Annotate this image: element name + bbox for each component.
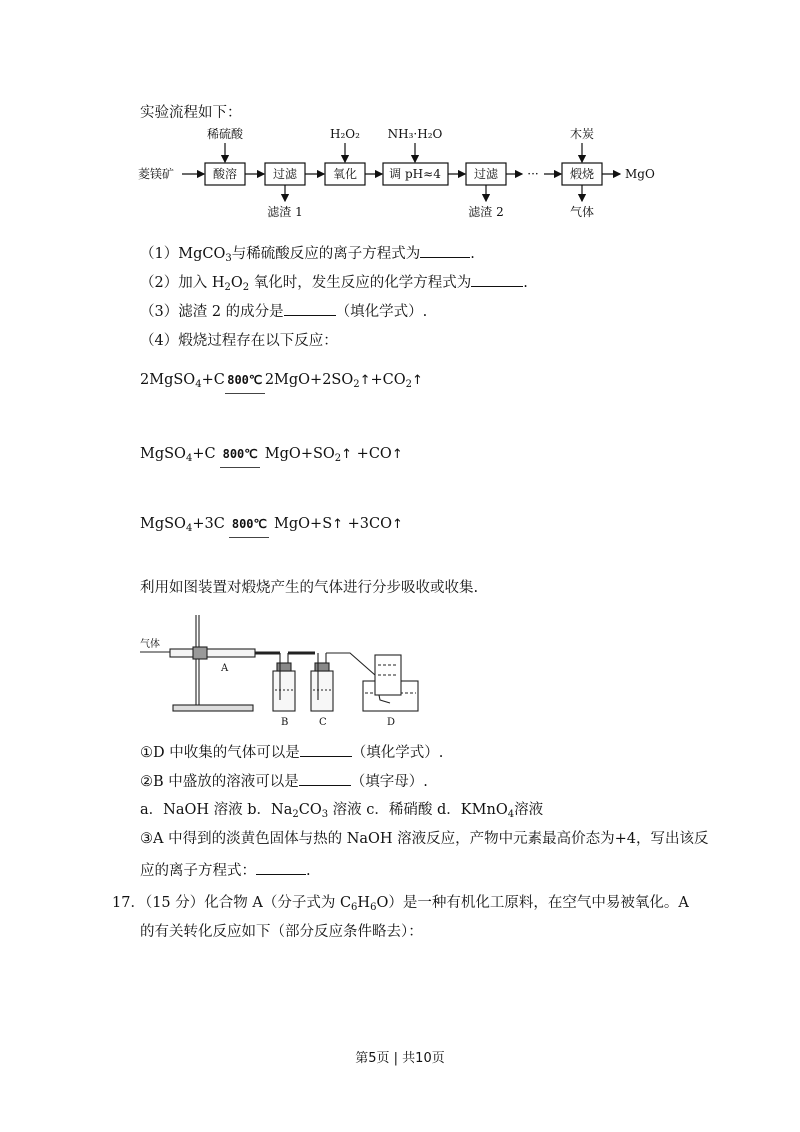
condition-label: 800℃ (220, 444, 260, 464)
label-D: D (387, 717, 396, 728)
question-4: （4）煅烧过程存在以下反应： (140, 333, 338, 349)
question-2: （2）加入 $H_2O_2$ 氧化时，发生反应的化学方程式为 . (140, 272, 528, 293)
sub-question-2: ②B 中盛放的溶液可以是 （填字母）. (140, 771, 428, 792)
flow-step-filter2: 过滤 (473, 167, 499, 181)
sub-question-1: ①D 中收集的气体可以是 （填化学式）. (140, 742, 443, 763)
question-3: （3）滤渣 2 的成分是 （填化学式）. (140, 301, 427, 322)
equation-2: MgSO$_4$+C 800℃ $MgO+SO_2↑$ +CO↑ (140, 444, 403, 465)
equation-3: MgSO$_4$+3C 800℃ MgO+S↑ +3CO↑ (140, 514, 403, 535)
flow-step-calcine: 煅烧 (569, 167, 595, 181)
reagent-carbon: 木炭 (569, 127, 595, 141)
residue-2: 滤渣 2 (468, 205, 504, 219)
condition-label: 800℃ (225, 370, 265, 390)
sub-question-3-cont: 应的离子方程式： . (140, 860, 311, 881)
reagent-oxidant: H₂O₂ (330, 127, 360, 141)
question-17: 17．（15 分）化合物 A（分子式为 $C_6H_6O$）是一种有机化工原料，在空气中易被氧化。A (112, 895, 689, 913)
flow-step-oxidize: 氧化 (332, 167, 358, 181)
label-A: A (221, 663, 229, 674)
flow-product: MgO (625, 167, 655, 181)
reagent-base: NH₃·H₂O (387, 127, 443, 141)
label-C: C (319, 717, 327, 728)
sub-question-3: ③A 中得到的淡黄色固体与热的 NaOH 溶液反应，产物中元素最高价态为+4，写出该反 (140, 831, 709, 847)
flow-chart (130, 125, 670, 225)
page-footer: 第5页 | 共10页 (355, 1051, 445, 1066)
question-17-cont: 的有关转化反应如下（部分反应条件略去）： (140, 924, 423, 940)
apparatus-intro: 利用如图装置对煅烧产生的气体进行分步吸收或收集. (140, 580, 479, 596)
flow-start: 菱镁矿 (138, 167, 175, 181)
options-line: a．NaOH 溶液 b．$Na_2CO_3$ 溶液 c．稀硝酸 d．KMnO$_4$溶液 (140, 802, 544, 820)
residue-gas: 气体 (569, 205, 595, 219)
equation-1: 2MgSO$_4$+C 800℃ $2MgO+2SO_2↑+CO_2↑$ (140, 370, 423, 391)
flow-dots: ··· (527, 167, 539, 181)
intro-text: 实验流程如下： (140, 105, 242, 121)
flow-step-ph: 调 pH≈4 (389, 167, 441, 181)
residue-1: 滤渣 1 (267, 205, 303, 219)
flow-step-acid: 酸溶 (212, 167, 238, 181)
flow-step-filter1: 过滤 (272, 167, 298, 181)
apparatus-diagram (135, 605, 435, 730)
label-B: B (281, 717, 289, 728)
condition-label: 800℃ (229, 514, 269, 534)
question-1: （1）MgCO$_3$与稀硫酸反应的离子方程式为 . (140, 243, 475, 264)
reagent-acid: 稀硫酸 (206, 127, 244, 141)
label-gas: 气体 (140, 639, 160, 650)
